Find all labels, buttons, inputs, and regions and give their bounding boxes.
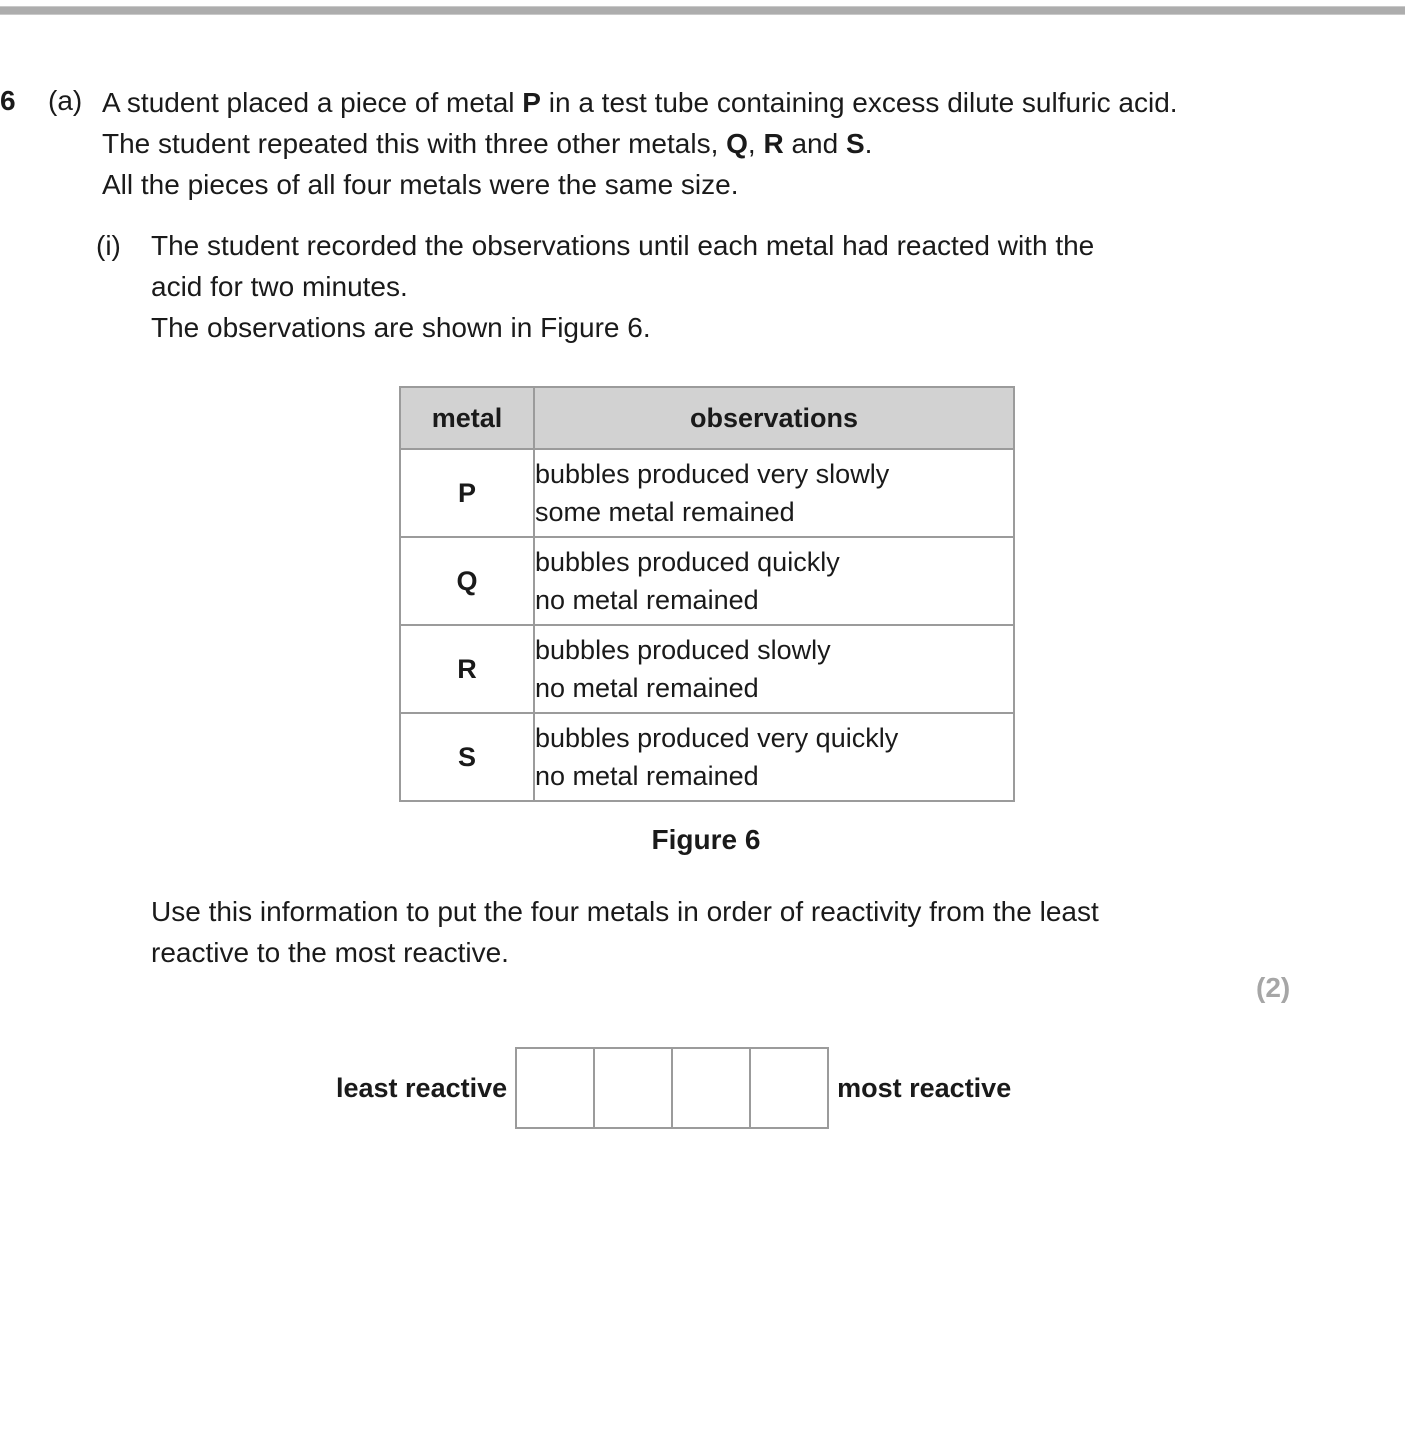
metal-cell: P — [400, 449, 534, 537]
instruction-text-line: reactive to the most reactive. — [151, 937, 509, 968]
question-number: 6 — [0, 85, 16, 116]
answer-box[interactable] — [749, 1047, 829, 1129]
observation-line: bubbles produced very quickly — [535, 723, 899, 753]
observation-line: bubbles produced slowly — [535, 635, 831, 665]
observation-line: bubbles produced very slowly — [535, 459, 890, 489]
observation-line: no metal remained — [535, 761, 759, 791]
observations-cell — [534, 449, 1014, 537]
answer-box[interactable] — [515, 1047, 595, 1129]
question-stem-line: All the pieces of all four metals were the same size. — [102, 169, 739, 200]
page-top-rule — [0, 6, 1405, 15]
instruction-text — [151, 891, 1281, 973]
instruction-text-line: Use this information to put the four metals in order of reactivity from the least — [151, 896, 1099, 927]
observation-line: some metal remained — [535, 497, 795, 527]
question-stem — [102, 82, 1342, 205]
least-reactive-label: least reactive — [336, 1072, 508, 1103]
table-body — [400, 449, 1014, 801]
metal-label: R — [763, 128, 784, 159]
question-part-label: (a) — [48, 85, 83, 116]
observation-line: no metal remained — [535, 585, 759, 615]
subpart-text-line: The student recorded the observations until each metal had reacted with the — [151, 230, 1095, 261]
metal-cell: S — [400, 713, 534, 801]
metal-label: Q — [726, 128, 748, 159]
subpart-text-line: acid for two minutes. — [151, 271, 408, 302]
reactivity-answer-row — [336, 1047, 1011, 1129]
column-header-metal: metal — [400, 387, 534, 449]
metal-cell: Q — [400, 537, 534, 625]
observations-cell — [534, 625, 1014, 713]
most-reactive-label: most reactive — [837, 1072, 1012, 1103]
observations-table — [399, 386, 1015, 802]
column-header-observations: observations — [534, 387, 1014, 449]
answer-box-group — [515, 1047, 829, 1129]
metal-label: S — [845, 128, 865, 159]
question-stem-line: The student repeated this with three other metals, Q, R and S. — [102, 128, 873, 159]
table-row — [400, 537, 1014, 625]
subpart-text — [151, 225, 1271, 348]
answer-box[interactable] — [593, 1047, 673, 1129]
question-stem-line: A student placed a piece of metal P in a test tube containing excess dilute sulfuric acid. — [102, 87, 1178, 118]
observations-cell — [534, 537, 1014, 625]
metal-label: P — [522, 87, 541, 118]
subpart-label: (i) — [96, 230, 121, 261]
observation-line: no metal remained — [535, 673, 759, 703]
observations-cell — [534, 713, 1014, 801]
marks-allocation: (2) — [1256, 972, 1291, 1003]
answer-box[interactable] — [671, 1047, 751, 1129]
table-row — [400, 449, 1014, 537]
table-row — [400, 713, 1014, 801]
subpart-text-line: The observations are shown in Figure 6. — [151, 312, 651, 343]
metal-cell: R — [400, 625, 534, 713]
observation-line: bubbles produced quickly — [535, 547, 840, 577]
table-row — [400, 625, 1014, 713]
table-header-row — [400, 387, 1014, 449]
figure-caption: Figure 6 — [651, 824, 761, 855]
